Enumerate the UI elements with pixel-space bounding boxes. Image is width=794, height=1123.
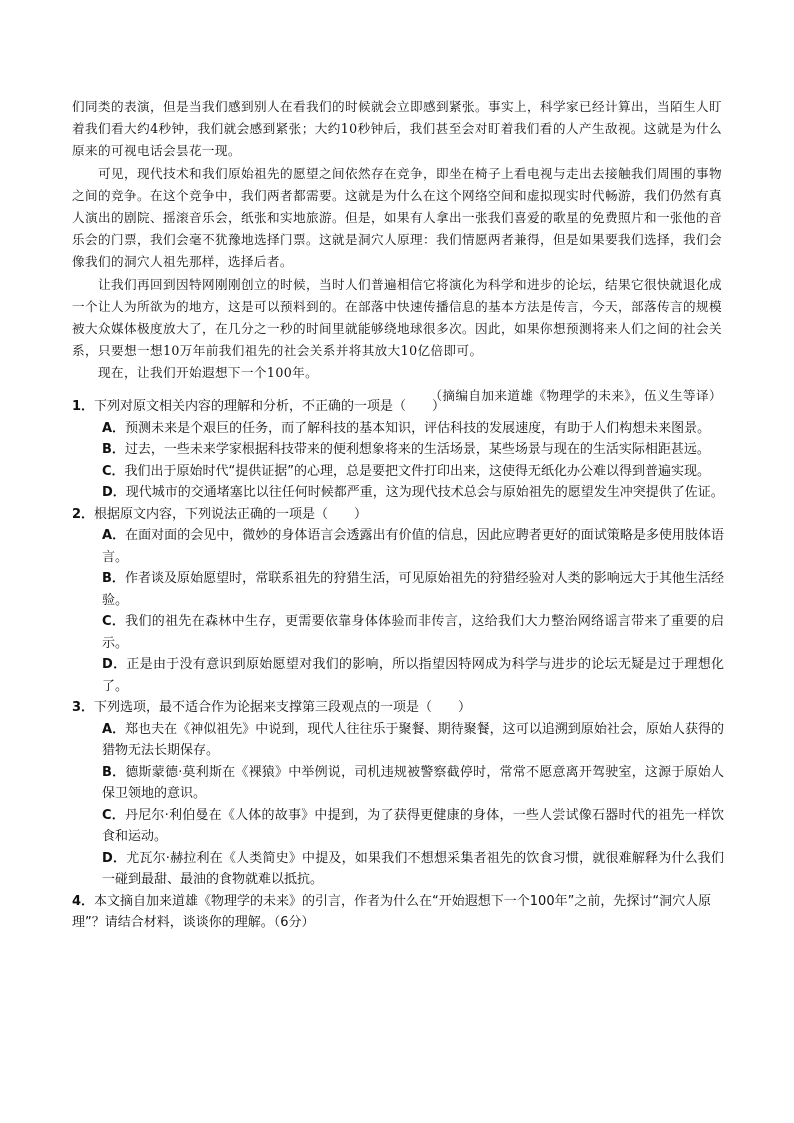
passage-paragraph-2: 可见，现代技术和我们原始祖先的愿望之间依然存在竞争，即坐在椅子上看电视与走出去接触我们周围的事物之间的竞争。在这个竞争中，我们两者都需要。这就是为什么在这个网络空间和虚拟现实时代畅游，我们仍然有真人演出的剧院、摇滚音乐会，纸张和实地旅游。但是，如果有人拿出一张我们喜爱的歌星的免费照片和一张他的音乐会的门票，我们会毫不犹豫地选择门票。这就是洞穴人原理：我们情愿两者兼得，但是如果要我们选择，我们会像我们的洞穴人祖先那样，选择后者。 bbox=[72, 165, 722, 270]
option-letter: A． bbox=[102, 528, 126, 543]
option-letter: B． bbox=[102, 442, 125, 457]
option-letter: C． bbox=[102, 807, 125, 823]
option-letter: C． bbox=[102, 463, 125, 479]
option-text: 尤瓦尔·赫拉利在《人类简史》中提及，如果我们不想想采集者祖先的饮食习惯，就很难解释为什么我们一碰到最甜、最油的食物就难以抵抗。 bbox=[102, 850, 724, 887]
option-text: 我们的祖先在森林中生存，更需要依靠身体体验而非传言，这给我们大力整治网络谣言带来了重要的启示。 bbox=[102, 614, 724, 651]
question-3 bbox=[72, 697, 724, 891]
option-a[interactable] bbox=[102, 418, 724, 440]
option-text: 我们出于原始时代“提供证据”的心理，总是要把文件打印出来，这使得无纸化办公难以得到普遍实现。 bbox=[124, 463, 711, 479]
option-b[interactable] bbox=[102, 439, 724, 461]
option-letter: C． bbox=[102, 614, 126, 629]
passage-paragraph-3: 让我们再回到因特网刚刚创立的时候，当时人们普遍相信它将演化为科学和进步的论坛，结果它很快就退化成一个让人为所欲为的地方，这是可以预料到的。在部落中快速传播信息的基本方法是传言，今天，部落传言的规模被大众媒体极度放大了，在几分之一秒的时间里就能够绕地球很多次。因此，如果你想预测将来人们之间的社会关系，只要想一想10万年前我们祖先的社会关系并将其放大10亿倍即可。 bbox=[72, 276, 722, 359]
question-stem: 本文摘自加来道雄《物理学的未来》的引言，作者为什么在“开始遐想下一个100年”之前，先探讨“洞穴人原理”？请结合材料，谈谈你的理解。（6分） bbox=[72, 893, 712, 930]
option-text: 现代城市的交通堵塞比以往任何时候都严重，这为现代技术总会与原始祖先的愿望发生冲突提供了佐证。 bbox=[125, 485, 724, 500]
question-number: 4． bbox=[72, 893, 95, 909]
passage-source: （摘编自加来道雄《物理学的未来》，伍义生等译） bbox=[429, 387, 722, 403]
question-number: 3． bbox=[72, 700, 95, 715]
option-text: 正是由于没有意识到原始愿望对我们的影响，所以指望因特网成为科学与进步的论坛无疑是过于理想化了。 bbox=[102, 657, 724, 694]
option-a[interactable] bbox=[102, 719, 724, 762]
option-d[interactable] bbox=[102, 654, 724, 697]
option-c[interactable] bbox=[102, 611, 724, 654]
question-list bbox=[72, 396, 724, 934]
question-2 bbox=[72, 504, 724, 698]
option-text: 在面对面的会见中，微妙的身体语言会透露出有价值的信息，因此应聘者更好的面试策略是多使用肢体语言。 bbox=[102, 528, 724, 565]
option-c[interactable] bbox=[102, 461, 724, 483]
passage-paragraph-1: 们同类的表演，但是当我们感到别人在看我们的时候就会立即感到紧张。事实上，科学家已经计算出，当陌生人盯着我们看大约4秒钟，我们就会感到紧张；大约10秒钟后，我们甚至会对盯着我们看的人产生敌视。这就是为什么原来的可视电话会昙花一现。 bbox=[72, 99, 722, 159]
option-letter: A． bbox=[102, 721, 126, 737]
option-letter: D． bbox=[102, 850, 127, 866]
question-number: 2． bbox=[72, 506, 95, 522]
option-letter: B． bbox=[102, 571, 125, 586]
question-stem: 下列对原文相关内容的理解和分析，不正确的一项是（ ） bbox=[94, 399, 446, 414]
option-b[interactable] bbox=[102, 762, 724, 805]
reading-passage bbox=[72, 96, 722, 407]
option-letter: A． bbox=[102, 420, 126, 436]
option-letter: B． bbox=[102, 764, 126, 780]
question-number: 1． bbox=[72, 399, 95, 414]
option-text: 德斯蒙德·莫利斯在《裸猿》中举例说，司机违规被警察截停时，常常不愿意离开驾驶室，这源于原始人保卫领地的意识。 bbox=[102, 764, 724, 801]
passage-paragraph-4: 现在，让我们开始遐想下一个100年。 bbox=[98, 365, 319, 381]
option-d[interactable] bbox=[102, 848, 724, 891]
option-d[interactable] bbox=[102, 482, 724, 504]
option-c[interactable] bbox=[102, 805, 724, 848]
question-stem: 根据原文内容，下列说法正确的一项是（ ） bbox=[94, 506, 368, 522]
option-letter: D． bbox=[102, 485, 126, 500]
option-letter: D． bbox=[102, 657, 127, 672]
option-text: 过去，一些未来学家根据科技带来的便利想象将来的生活场景，某些场景与现在的生活实际相距甚远。 bbox=[124, 442, 710, 457]
option-text: 作者谈及原始愿望时，常联系祖先的狩猎生活，可见原始祖先的狩猎经验对人类的影响远大于其他生活经验。 bbox=[102, 571, 724, 608]
option-b[interactable] bbox=[102, 568, 724, 611]
option-text: 预测未来是个艰巨的任务，而了解科技的基本知识，评估科技的发展速度，有助于人们构想未来图景。 bbox=[125, 420, 711, 436]
question-4 bbox=[72, 891, 724, 934]
option-text: 丹尼尔·利伯曼在《人体的故事》中提到，为了获得更健康的身体，一些人尝试像石器时代的祖先一样饮食和运动。 bbox=[102, 807, 724, 844]
question-stem: 下列选项，最不适合作为论据来支撑第三段观点的一项是（ ） bbox=[94, 700, 472, 715]
question-1 bbox=[72, 396, 724, 504]
option-a[interactable] bbox=[102, 525, 724, 568]
option-text: 郑也夫在《神似祖先》中说到，现代人往往乐于聚餐、期待聚餐，这可以追溯到原始社会，原始人获得的猎物无法长期保存。 bbox=[102, 721, 724, 758]
